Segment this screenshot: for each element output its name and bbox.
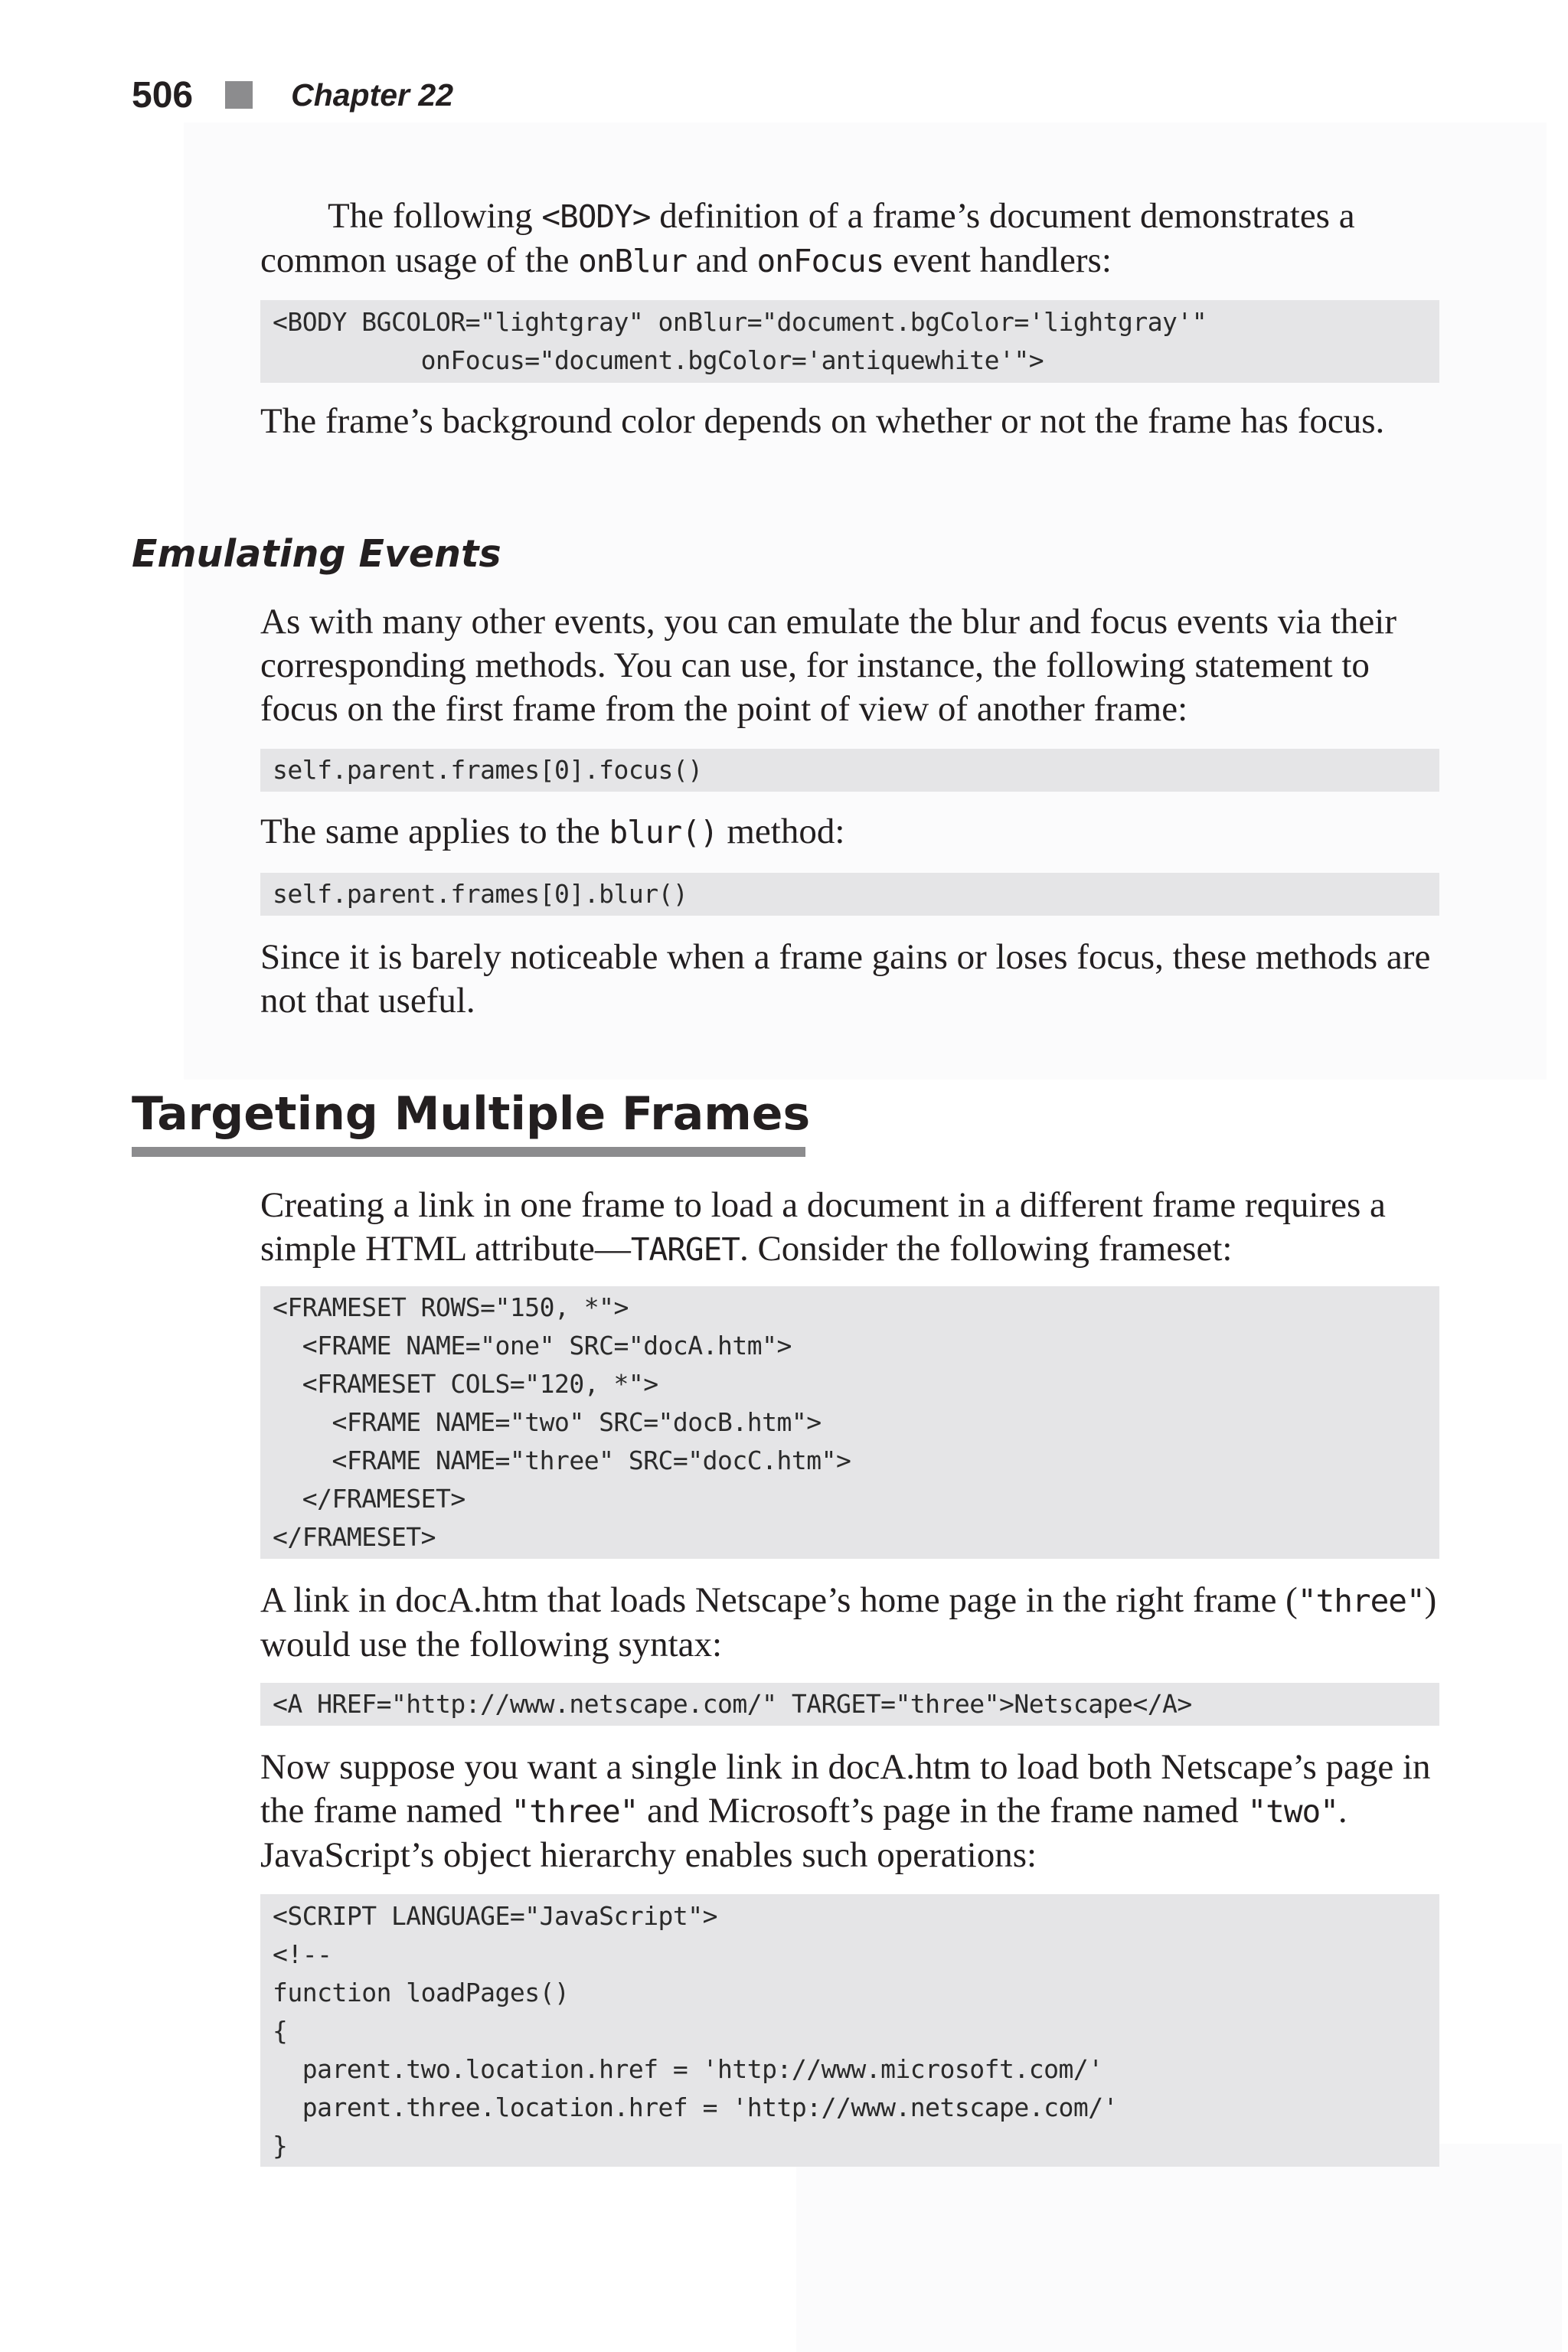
text-run: and — [687, 240, 757, 280]
code-line: self.parent.frames[0].blur() — [273, 879, 688, 909]
code-block — [260, 300, 1439, 383]
code-line: onFocus="document.bgColor='antiquewhite'"> — [273, 345, 1044, 375]
code-line: </FRAMESET> — [273, 1522, 436, 1552]
code-line: </FRAMESET> — [273, 1484, 466, 1514]
code-line: <!-- — [273, 1939, 332, 1969]
inline-code: TARGET — [630, 1231, 740, 1268]
paragraph — [260, 1184, 1439, 1272]
code-line: <FRAME NAME="two" SRC="docB.htm"> — [273, 1407, 822, 1437]
text-run: The same applies to the — [260, 812, 609, 851]
paragraph — [260, 936, 1439, 1023]
code-line: } — [273, 2131, 288, 2161]
inline-code: <BODY> — [541, 198, 651, 235]
text-run: ) would use the following syntax: — [260, 1580, 1437, 1664]
paragraph-text: As with many other events, you can emulate the blur and focus events via their corresponding methods. You can use, for instance, the following statement to focus on the first frame from the point of view of another frame: — [260, 602, 1396, 729]
code-block — [260, 1894, 1439, 2167]
paragraph-text — [260, 194, 1439, 283]
paragraph-text — [260, 810, 1439, 854]
section-heading: Emulating Events — [132, 532, 501, 576]
inline-code: onBlur — [578, 243, 688, 279]
code-block — [260, 1286, 1439, 1559]
paragraph — [260, 810, 1439, 854]
paragraph-text — [260, 1579, 1439, 1667]
paragraph — [260, 194, 1439, 283]
code-line: parent.three.location.href = 'http://www.netscape.com/' — [273, 2092, 1118, 2122]
code-line: <FRAME NAME="three" SRC="docC.htm"> — [273, 1446, 851, 1475]
page-shading — [796, 2144, 1562, 2352]
heading-underline — [132, 1147, 805, 1157]
text-run: event handlers: — [884, 240, 1112, 280]
inline-code: "three" — [1297, 1583, 1425, 1619]
inline-code: onFocus — [756, 243, 884, 279]
paragraph — [260, 400, 1439, 443]
inline-code: "two" — [1247, 1793, 1338, 1830]
code-line: <FRAMESET ROWS="150, *"> — [273, 1292, 629, 1322]
header-square-marker — [225, 81, 253, 109]
page-number: 506 — [132, 74, 194, 116]
code-line: <FRAMESET COLS="120, *"> — [273, 1369, 658, 1399]
paragraph-text: Since it is barely noticeable when a frame gains or loses focus, these methods are not that useful. — [260, 937, 1431, 1021]
code-block — [260, 873, 1439, 916]
paragraph — [260, 1579, 1439, 1667]
code-line: parent.two.location.href = 'http://www.microsoft.com/' — [273, 2054, 1103, 2084]
text-run: The following — [328, 196, 542, 236]
text-run: . JavaScript’s object hierarchy enables such operations: — [260, 1791, 1348, 1875]
code-line: self.parent.frames[0].focus() — [273, 755, 703, 785]
text-run: A link in docA.htm that loads Netscape’s home page in the right frame ( — [260, 1580, 1298, 1620]
paragraph-text — [260, 1746, 1439, 1877]
text-run: . Consider the following frameset: — [739, 1229, 1233, 1269]
text-run: method: — [717, 812, 845, 851]
text-run: Creating a link in one frame to load a document in a different frame requires a simple HTML attribute— — [260, 1185, 1386, 1269]
running-header — [132, 72, 453, 118]
inline-code: blur() — [609, 814, 718, 851]
code-line: <SCRIPT LANGUAGE="JavaScript"> — [273, 1901, 718, 1931]
inline-code: "three" — [511, 1793, 639, 1830]
chapter-label: Chapter 22 — [291, 77, 454, 113]
code-line: function loadPages() — [273, 1978, 570, 2007]
paragraph — [260, 1746, 1439, 1877]
code-line: <BODY BGCOLOR="lightgray" onBlur="document.bgColor='lightgray'" — [273, 307, 1207, 337]
paragraph — [260, 600, 1439, 731]
text-run: definition of a frame’s document demonstrates a common usage of the — [260, 196, 1355, 280]
text-run: Now suppose you want a single link in docA.htm to load both Netscape’s page in the frame named — [260, 1747, 1431, 1831]
text-run: and Microsoft’s page in the frame named — [638, 1791, 1248, 1831]
code-block — [260, 749, 1439, 792]
code-line: { — [273, 2016, 288, 2046]
code-line: <FRAME NAME="one" SRC="docA.htm"> — [273, 1331, 792, 1361]
section-heading: Targeting Multiple Frames — [132, 1087, 811, 1141]
paragraph-text — [260, 1184, 1439, 1272]
code-block — [260, 1683, 1439, 1726]
code-line: <A HREF="http://www.netscape.com/" TARGET="three">Netscape</A> — [273, 1689, 1192, 1719]
paragraph-text: The frame’s background color depends on whether or not the frame has focus. — [260, 401, 1385, 441]
